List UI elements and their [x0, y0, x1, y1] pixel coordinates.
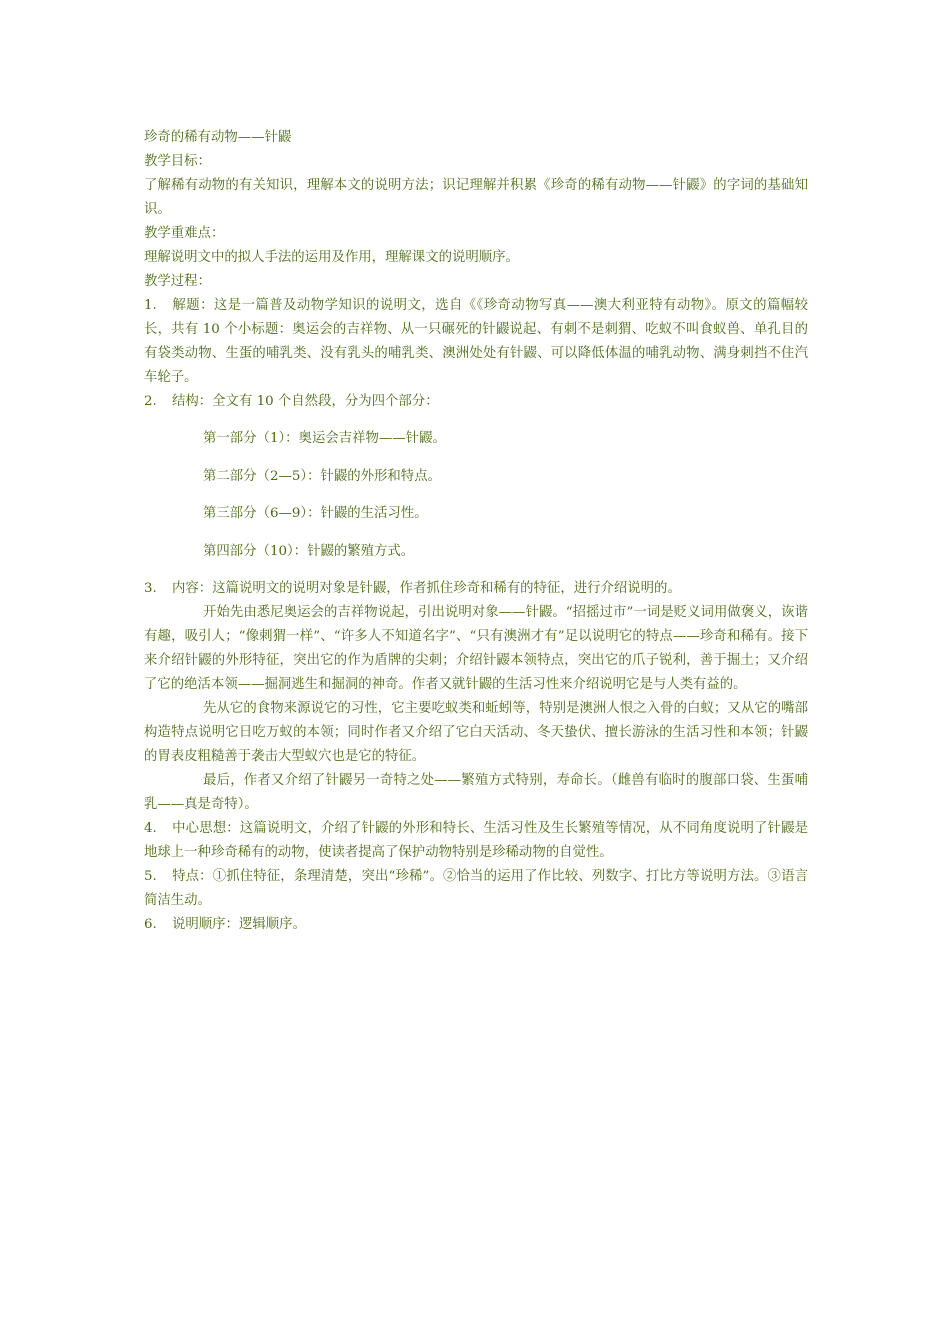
item-number: 3. [144, 580, 157, 596]
document-title: 珍奇的稀有动物——针鼹 [144, 130, 292, 145]
list-item [144, 294, 808, 390]
key-text: 理解说明文中的拟人手法的运用及作用，理解课文的说明顺序。 [144, 250, 519, 265]
item-text: 内容：这篇说明文的说明对象是针鼹，作者抓住珍奇和稀有的特征，进行介绍说明的。 [172, 580, 681, 596]
content-paragraph: 开始先由悉尼奥运会的吉祥物说起，引出说明对象——针鼹。“招摇过市”一词是贬义词用做褒义，诙谐有趣，吸引人；“像刺猬一样”、“许多人不知道名字”、“只有澳洲才有”足以说明它的特点——珍奇和稀有。接下来介绍针鼹的外形特征，突出它的作为盾牌的尖刺；介绍针鼹本领特点，突出它的爪子锐利，善于掘土；又介绍了它的绝活本领——掘洞逃生和掘洞的神奇。作者又就针鼹的生活习性来介绍说明它是与人类有益的。 [144, 604, 808, 692]
item-number: 2. [144, 394, 157, 409]
list-item [144, 913, 808, 937]
content-paragraph: 最后，作者又介绍了针鼹另一奇特之处——繁殖方式特别，寿命长。（雌兽有临时的腹部口袋、生蛋哺乳——真是奇特）。 [144, 772, 808, 812]
goal-heading: 教学目标： [144, 154, 211, 169]
item-text: 中心思想：这篇说明文，介绍了针鼹的外形和特长、生活习性及生长繁殖等情况，从不同角度说明了针鼹是地球上一种珍奇稀有的动物，使读者提高了保护动物特别是珍稀动物的自觉性。 [144, 820, 808, 860]
structure-part: 第三部分（6—9）：针鼹的生活习性。 [203, 506, 428, 522]
goal-text: 了解稀有动物的有关知识，理解本文的说明方法；识记理解并积累《珍奇的稀有动物——针鼹》的字词的基础知识。 [144, 178, 808, 217]
structure-part: 第四部分（10）：针鼹的繁殖方式。 [203, 543, 415, 559]
structure-part: 第一部分（1）：奥运会吉祥物——针鼹。 [203, 431, 446, 447]
item-text: 特点：①抓住特征，条理清楚，突出“珍稀”。②恰当的运用了作比较、列数字、打比方等说明方法。③语言简洁生动。 [144, 868, 808, 908]
process-heading: 教学过程： [144, 274, 211, 289]
structure-part: 第二部分（2—5）：针鼹的外形和特点。 [203, 468, 441, 484]
list-item [144, 390, 808, 414]
item-text: 结构：全文有 10 个自然段，分为四个部分： [172, 394, 439, 409]
content-paragraph: 先从它的食物来源说它的习性，它主要吃蚁类和蚯蚓等，特别是澳洲人恨之入骨的白蚁；又从它的嘴部构造特点说明它日吃万蚁的本领；同时作者又介绍了它白天活动、冬天蛰伏、擅长游泳的生活习性和本领；针鼹的胃表皮粗糙善于袭击大型蚁穴也是它的特征。 [144, 700, 808, 764]
item-text: 解题：这是一篇普及动物学知识的说明文，选自《《珍奇动物写真——澳大利亚特有动物》。原文的篇幅较长，共有 10 个小标题：奥运会的吉祥物、从一只碾死的针鼹说起、有刺不是刺猬、吃蚁不叫食蚁兽、单孔目的有袋类动物、生蛋的哺乳类、没有乳头的哺乳类、澳洲处处有针鼹、可以降低体温的哺乳动物、满身刺挡不住汽车轮子。 [144, 298, 808, 385]
item-number: 5. [144, 868, 157, 884]
list-item [144, 865, 808, 913]
item-text: 说明顺序：逻辑顺序。 [172, 916, 306, 932]
item-number: 6. [144, 916, 157, 932]
list-item [144, 577, 808, 601]
key-heading: 教学重难点： [144, 226, 225, 241]
document-page [144, 126, 808, 937]
item-number: 4. [144, 820, 157, 836]
item-number: 1. [144, 298, 157, 313]
list-item [144, 817, 808, 865]
